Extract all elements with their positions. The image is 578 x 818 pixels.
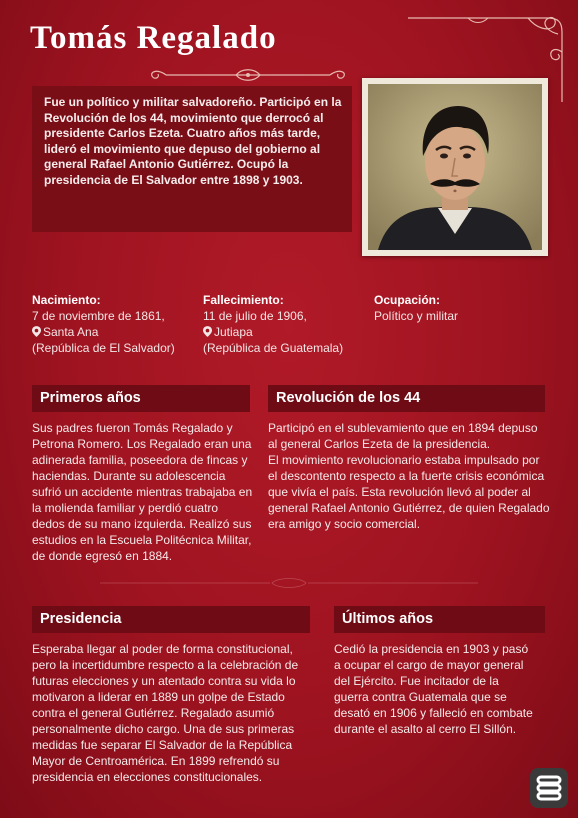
title-ornament [148, 68, 348, 82]
birth-label: Nacimiento: [32, 293, 101, 307]
birth-facts [32, 292, 175, 356]
revolution-paragraph-2: El movimiento revolucionario estaba impulsado por el descontento respecto a la fuerte crisis económica que vivía el país. Esta revolución llevó al poder al general Rafael Antonio Gutiérrez, de quien Regalado era amigo y socio comercial. [268, 453, 550, 531]
early-years-paragraph: Sus padres fueron Tomás Regalado y Petrona Romero. Los Regalado eran una adinerada familia, poseedora de fincas y haciendas. Durante su adolescencia sufrió un accidente mientras trabajaba en la molienda familiar y perdió cuatro dedos de su mano izquierda. Realizó sus estudios en la Escuela Politécnica Militar, de donde egresó en 1884. [32, 421, 253, 563]
section-divider-ornament [100, 576, 478, 590]
death-date: 11 de julio de 1906, [203, 309, 307, 323]
revolution-paragraph-1: Participó en el sublevamiento que en 1894 depuso al general Carlos Ezeta de la presidencia. [268, 421, 538, 451]
portrait-frame [362, 78, 548, 256]
last-years-paragraph: Cedió la presidencia en 1903 y pasó a ocupar el cargo de mayor general del Ejército. Fue incitador de la guerra contra Guatemala que se desató en 1906 y falleció en combate durante el asalto al cerro El Sillón. [334, 642, 533, 736]
birth-place-line [32, 324, 175, 340]
death-place-line [203, 324, 343, 340]
birth-place: Santa Ana [43, 325, 99, 339]
presidency-text [32, 641, 314, 785]
revolution-text [268, 420, 550, 532]
last-years-header: Últimos años [334, 606, 545, 633]
death-country: (República de Guatemala) [203, 341, 344, 355]
last-years-text [334, 641, 536, 737]
occupation-facts [374, 292, 458, 324]
death-label: Fallecimiento: [203, 293, 284, 307]
publisher-logo-icon [530, 768, 568, 808]
presidency-paragraph: Esperaba llegar al poder de forma constitucional, pero la incertidumbre respecto a la celebración de futuras elecciones y un atentado contra su vida lo motivaron a liderar en 1889 un golpe de Estado contra el general Gutiérrez. Regalado asumió personalmente dicho cargo. Una de sus primeras medidas fue separar El Salvador de la República Mayor de Centroamérica. En 1899 refrendó su presidencia en elecciones constitucionales. [32, 642, 299, 784]
page-title: Tomás Regalado [30, 20, 277, 56]
occupation-value: Político y militar [374, 309, 459, 323]
intro-box: Fue un político y militar salvadoreño. Participó en la Revolución de los 44, movimiento que derrocó al presidente Carlos Ezeta. Cuatro años más tarde, lideró el movimiento que depuso del gobierno al general Rafael Antonio Gutiérrez. Ocupó la presidencia de El Salvador entre 1898 y 1903. [32, 86, 352, 232]
presidency-header: Presidencia [32, 606, 310, 633]
revolution-header: Revolución de los 44 [268, 385, 545, 412]
portrait-image [368, 84, 542, 250]
map-pin-icon [32, 326, 41, 337]
occupation-label: Ocupación: [374, 293, 441, 307]
death-place: Jutiapa [214, 325, 253, 339]
map-pin-icon [203, 326, 212, 337]
publisher-logo [530, 768, 568, 808]
birth-date: 7 de noviembre de 1861, [32, 309, 165, 323]
early-years-header: Primeros años [32, 385, 250, 412]
early-years-text [32, 420, 254, 564]
death-facts [203, 292, 343, 356]
birth-country: (República de El Salvador) [32, 341, 175, 355]
